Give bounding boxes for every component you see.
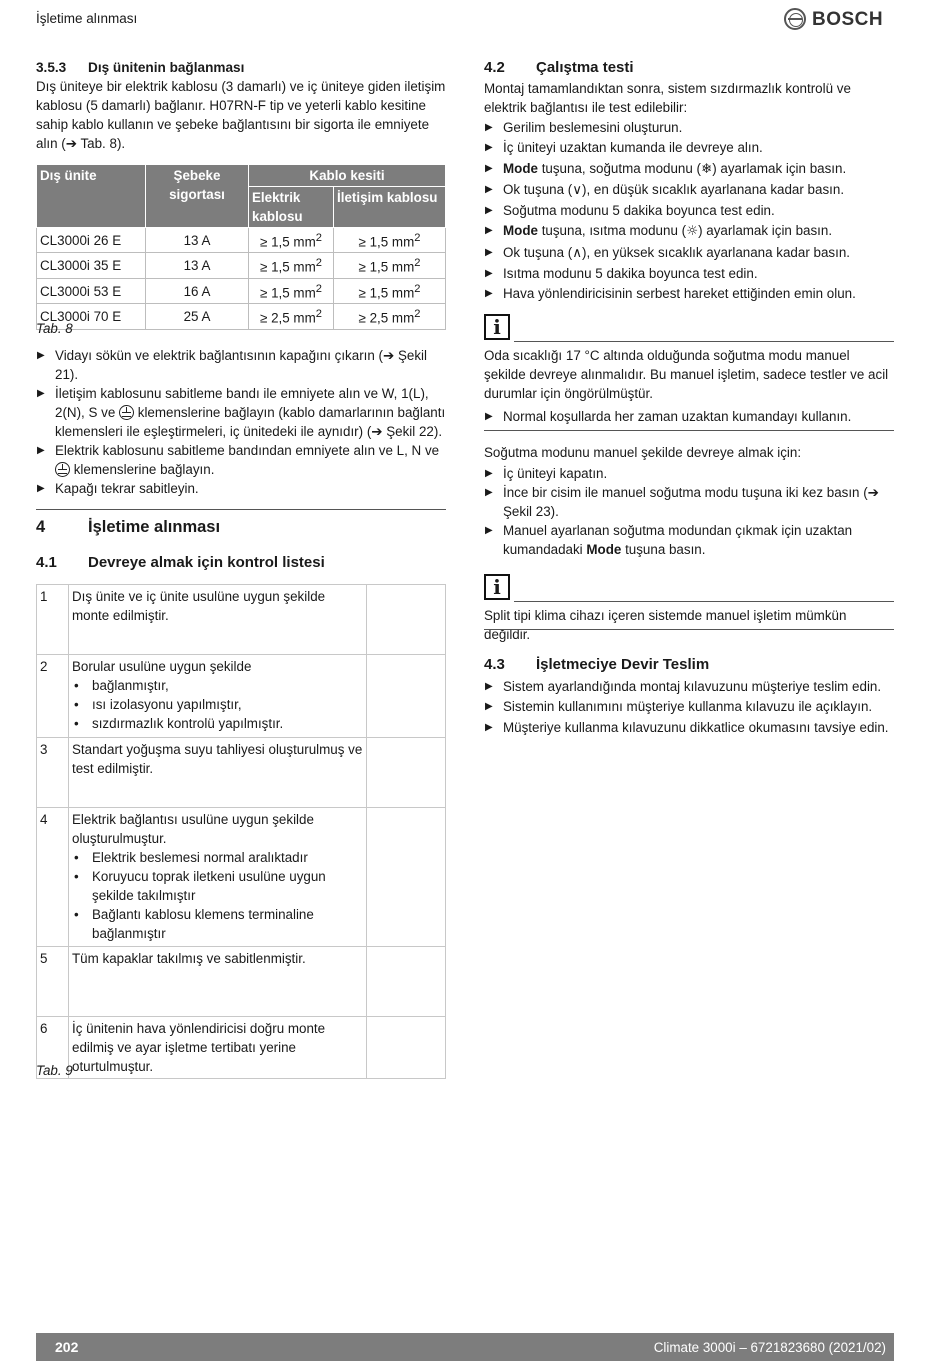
- note-divider: [484, 430, 894, 431]
- table-row: 6 İç ünitenin hava yönlendiricisi doğru monte edilmiş ve ayar işletme tertibatı yerine oturtulmuştur.: [37, 1017, 446, 1079]
- steps-3-5-3: [36, 346, 446, 498]
- table-row: CL3000i 35 E 13 A ≥ 1,5 $mm^2$ ≥ 1,5 $mm^2$: [37, 253, 446, 278]
- table-row: 4 Elektrik bağlantısı usulüne uygun şekilde oluşturulmuştur. • Elektrik beslemesi normal aralıktadır • Koruyucu toprak iletkeni usulüne uygun şekilde takılmıştır • Bağlantı kablosu klemens terminaline bağlanmıştır: [37, 808, 446, 947]
- list-item: ▶ Vidayı sökün ve elektrik bağlantısının kapağını çıkarın (➔ Şekil 21).: [36, 346, 446, 384]
- arrow-down-icon: ∨: [572, 182, 583, 198]
- list-item: ▶ Manuel ayarlanan soğutma modundan çıkmak için uzaktan kumandadaki Mode tuşuna basın.: [484, 521, 894, 559]
- table-row: CL3000i 26 E 13 A ≥ 1,5 $mm^2$ ≥ 1,5 $mm^2$: [37, 228, 446, 253]
- list-item: ▶ Mode tuşuna, soğutma modunu (❄) ayarlamak için basın.: [484, 159, 894, 180]
- info-icon: i: [484, 314, 510, 340]
- th-elec: Elektrik kablosu: [249, 187, 334, 228]
- list-item: ▶ Soğutma modunu 5 dakika boyunca test edin.: [484, 201, 894, 221]
- ground-icon: [119, 405, 134, 420]
- checklist-table: [36, 584, 446, 1079]
- tab8-caption: Tab. 8: [36, 321, 73, 336]
- list-item: ▶ Kapağı tekrar sabitleyin.: [36, 479, 446, 498]
- test-steps: [484, 118, 894, 305]
- table-row: CL3000i 70 E 25 A ≥ 2,5 $mm^2$ ≥ 2,5 $mm^2$: [37, 304, 446, 329]
- bosch-armature-icon: [784, 8, 806, 30]
- manual-intro: Soğutma modunu manuel şekilde devreye almak için:: [484, 445, 802, 460]
- table-row: 2 Borular usulüne uygun şekilde • bağlanmıştır, • ısı izolasyonu yapılmıştır, • sızdırmazlık kontrolü yapılmıştır.: [37, 655, 446, 738]
- section-3-5-3-heading: 3.5.3 Dış ünitenin bağlanması: [36, 60, 245, 75]
- table-row: 5 Tüm kapaklar takılmış ve sabitlenmiştir.: [37, 947, 446, 1017]
- list-item: ▶ Ok tuşuna (∧), en yüksek sıcaklık ayarlanana kadar basın.: [484, 243, 894, 264]
- running-header: İşletime alınması: [36, 11, 138, 26]
- document-id: Climate 3000i – 6721823680 (2021/02): [653, 1340, 886, 1355]
- arrow-up-icon: ∧: [572, 245, 583, 261]
- list-item: ▶ Mode tuşuna, ısıtma modunu (☼) ayarlamak için basın.: [484, 221, 894, 242]
- list-item: ▶ Elektrik kablosunu sabitleme bandından emniyete alın ve L, N ve klemenslerine bağlayın.: [36, 441, 446, 479]
- section-4-3-heading: 4.3 İşletmeciye Devir Teslim: [484, 656, 710, 673]
- list-item: ▶ İç üniteyi kapatın.: [484, 464, 894, 483]
- list-item: ▶ İç üniteyi uzaktan kumanda ile devreye alın.: [484, 138, 894, 158]
- list-item: ▶ İletişim kablosunu sabitleme bandı ile emniyete alın ve W, 1(L), 2(N), S ve klemenslerine bağlayın (kablo damarlarının bağlantı klemensleri ile eşleştirmeleri, iç ünitedeki ile aynıdır) (➔ Şekil 22).: [36, 384, 446, 441]
- list-item: ▶ Isıtma modunu 5 dakika boyunca test edin.: [484, 264, 894, 284]
- page-footer: [36, 1333, 894, 1361]
- tab9-caption: Tab. 9: [36, 1063, 73, 1078]
- info-2-text: Split tipi klima cihazı içeren sistemde manuel işletim mümkün değildir.: [484, 608, 847, 642]
- manual-steps: [484, 464, 894, 559]
- list-item: ▶ Müşteriye kullanma kılavuzunu dikkatlice okumasını tavsiye edin.: [484, 718, 894, 738]
- th-unit: Dış ünite: [37, 165, 146, 228]
- table-row: CL3000i 53 E 16 A ≥ 1,5 $mm^2$ ≥ 1,5 $mm^2$: [37, 278, 446, 303]
- info-icon: i: [484, 574, 510, 600]
- th-comm: İletişim kablosu: [334, 187, 446, 228]
- list-item: ▶ Hava yönlendiricisinin serbest hareket ettiğinden emin olun.: [484, 284, 894, 304]
- section-4-heading: 4 İşletime alınması: [36, 518, 221, 536]
- th-fuse: Şebeke sigortası: [146, 165, 249, 228]
- table-row: 1 Dış ünite ve iç ünite usulüne uygun şekilde monte edilmiştir.: [37, 585, 446, 655]
- snowflake-icon: ❄: [700, 161, 713, 177]
- list-item: ▶ Gerilim beslemesini oluşturun.: [484, 118, 894, 138]
- page-number: 202: [55, 1339, 79, 1355]
- section-divider: [36, 509, 446, 510]
- list-item: ▶ İnce bir cisim ile manuel soğutma modu tuşuna iki kez basın (➔ Şekil 23).: [484, 483, 894, 521]
- section-3-5-3-text: Dış üniteye bir elektrik kablosu (3 damarlı) ve iç üniteye giden iletişim kablosu (5 damarlı) bağlanır. H07RN-F tip ve yeterli kablo kesitine sahip kablo kullanın ve şebeke bağlantısını bir sigorta ile emniyete alın (➔ Tab. 8).: [36, 79, 446, 151]
- info-note-1: [484, 314, 894, 344]
- list-item: ▶ Sistem ayarlandığında montaj kılavuzunu müşteriye teslim edin.: [484, 677, 894, 697]
- handover-steps: [484, 677, 894, 738]
- cable-table: [36, 164, 446, 330]
- bosch-wordmark: BOSCH: [812, 8, 884, 30]
- th-cable: Kablo kesiti: [249, 165, 446, 187]
- table-row: 3 Standart yoğuşma suyu tahliyesi oluşturulmuş ve test edilmiştir.: [37, 738, 446, 808]
- ground-icon: [55, 462, 70, 477]
- list-item: ▶ Sistemin kullanımını müşteriye kullanma kılavuzu ile açıklayın.: [484, 697, 894, 717]
- section-4-2-intro: Montaj tamamlandıktan sonra, sistem sızdırmazlık kontrolü ve elektrik bağlantısı ile test edilebilir:: [484, 81, 851, 115]
- bosch-logo: [784, 8, 883, 30]
- list-item: ▶ Ok tuşuna (∨), en düşük sıcaklık ayarlanana kadar basın.: [484, 180, 894, 201]
- info-1-text: Oda sıcaklığı 17 °C altında olduğunda soğutma modu manuel şekilde devreye alınmalıdır. Bu manuel işletim, sadece testler ve acil durumlar için öngörülmüştür.: [484, 348, 889, 401]
- note-divider: [484, 629, 894, 630]
- list-item: ▶ Normal koşullarda her zaman uzaktan kumandayı kullanın.: [484, 407, 894, 426]
- section-4-2-heading: 4.2 Çalıştma testi: [484, 59, 634, 76]
- section-4-1-heading: 4.1 Devreye almak için kontrol listesi: [36, 554, 325, 571]
- sun-icon: ☼: [686, 224, 699, 240]
- info-note-2: [484, 574, 894, 604]
